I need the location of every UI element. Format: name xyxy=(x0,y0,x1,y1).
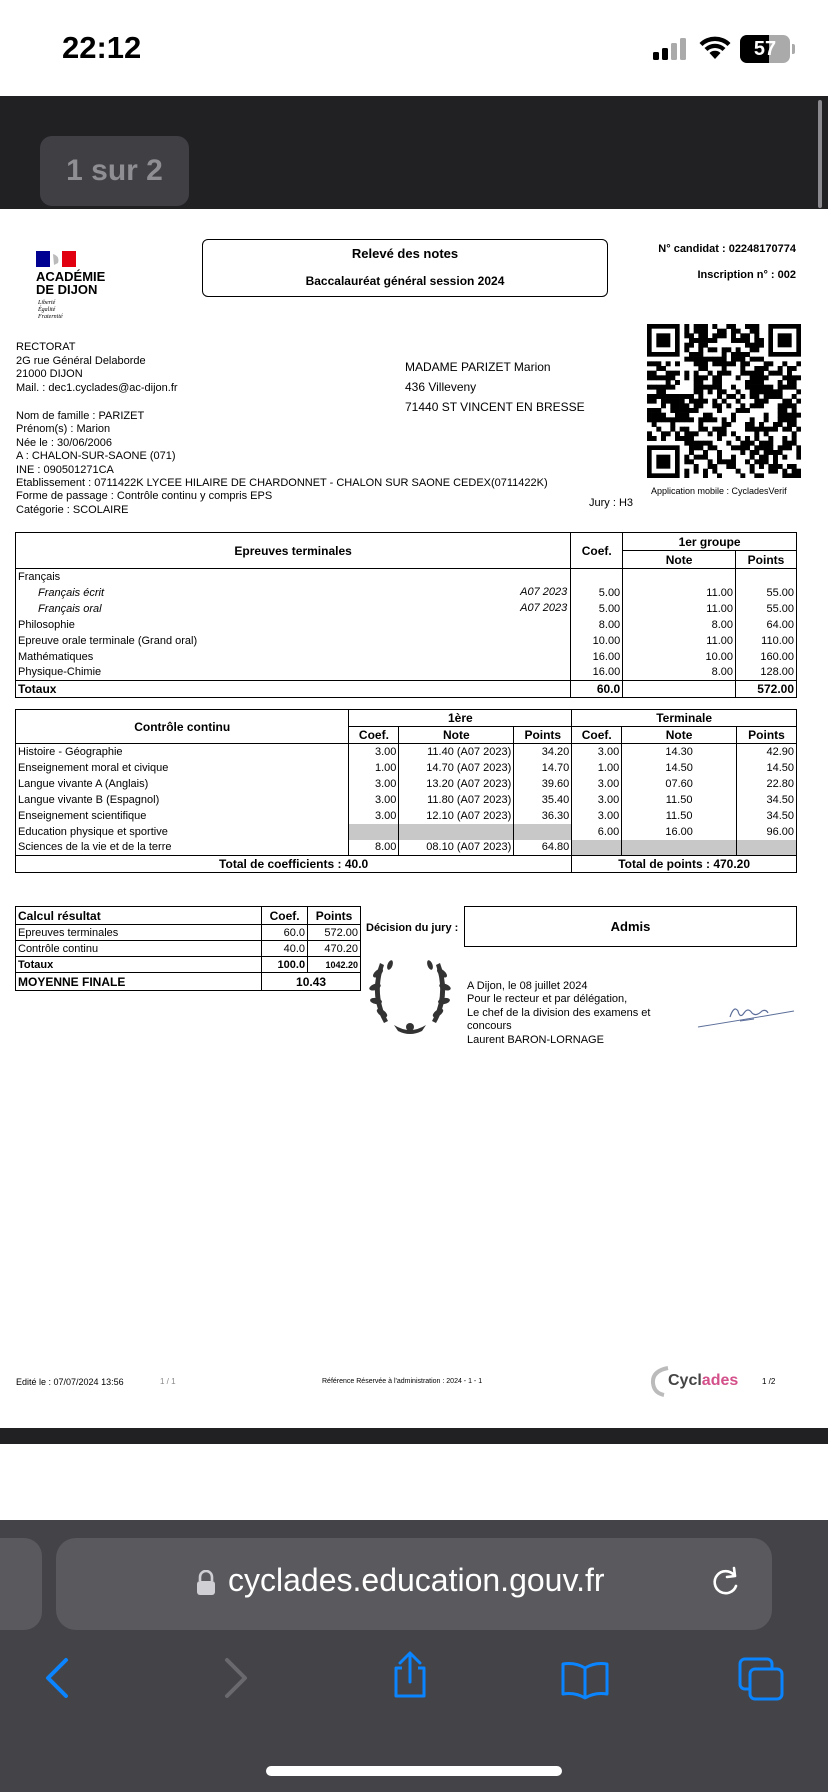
continu-total-points: Total de points : 470.20 xyxy=(572,856,797,873)
continu-note2: 14.30 xyxy=(622,744,737,760)
continu-coef2: 3.00 xyxy=(572,744,622,760)
subject-name xyxy=(16,601,571,617)
subject-points xyxy=(736,569,797,585)
calcul-totals-label: Totaux xyxy=(16,957,262,973)
forward-icon[interactable] xyxy=(221,1656,251,1700)
continu-note1: 08.10 (A07 2023) xyxy=(399,840,514,856)
calcul-row-label: Contrôle continu xyxy=(16,941,262,957)
final-average-value: 10.43 xyxy=(262,973,361,991)
subject-name xyxy=(16,569,571,585)
signature-line: Laurent BARON-LORNAGE xyxy=(467,1033,604,1046)
decision-label: Décision du jury : xyxy=(366,922,459,934)
subject-note: 11.00 xyxy=(623,633,736,649)
status-time: 22:12 xyxy=(62,30,142,65)
rectorat-line: 21000 DIJON xyxy=(16,368,83,380)
signature-line: Pour le recteur et par délégation, xyxy=(467,993,628,1006)
continu-coef2 xyxy=(572,840,622,856)
calcul-totals-coef: 100.0 xyxy=(262,957,308,973)
motto-1: Liberté xyxy=(38,300,56,306)
continu-points2 xyxy=(737,840,797,856)
cyclades-logo-icon xyxy=(650,1365,670,1397)
subject-label: Français oral xyxy=(38,602,102,615)
continu-coef1: 3.00 xyxy=(349,744,399,760)
continu-coef2: 1.00 xyxy=(572,760,622,776)
calcul-row-label: Epreuves terminales xyxy=(16,925,262,941)
continu-row xyxy=(16,808,797,824)
continu-terminale-header: Terminale xyxy=(572,710,797,727)
signature-line: Le chef de la division des examens et xyxy=(467,1006,651,1019)
subject-note: 11.00 xyxy=(623,585,736,601)
continu-subject: Enseignement scientifique xyxy=(16,808,349,824)
continu-points1: 39.60 xyxy=(514,776,572,792)
previous-tab-preview[interactable] xyxy=(0,1538,42,1630)
continu-subject: Sciences de la vie et de la terre xyxy=(16,840,349,856)
qr-code-icon xyxy=(647,324,801,478)
terminales-row xyxy=(16,569,797,585)
identity-line: Prénom(s) : Marion xyxy=(16,423,111,436)
reload-icon[interactable] xyxy=(708,1566,742,1600)
terminales-table xyxy=(15,532,797,698)
continu-note1 xyxy=(399,824,514,840)
continu-row xyxy=(16,840,797,856)
continu-coef1: 3.00 xyxy=(349,776,399,792)
subject-label: Français écrit xyxy=(38,586,105,599)
identity-line: A : CHALON-SUR-SAONE (071) xyxy=(16,450,176,463)
terminales-row xyxy=(16,617,797,633)
continu-points1: 36.30 xyxy=(514,808,572,824)
continu-points1 xyxy=(514,824,572,840)
subject-session: A07 2023 xyxy=(520,585,568,598)
continu-note2: 16.00 xyxy=(622,824,737,840)
identity-line: Nom de famille : PARIZET xyxy=(16,410,145,422)
terminales-row xyxy=(16,665,797,681)
subject-points: 160.00 xyxy=(736,649,797,665)
continu-coef1-header: Coef. xyxy=(349,727,399,744)
footer-edited-date: Edité le : 07/07/2024 13:56 xyxy=(16,1377,124,1387)
terminales-coef-header: Coef. xyxy=(571,533,623,569)
page-indicator: 1 sur 2 xyxy=(40,136,189,206)
recipient-line: 71440 ST VINCENT EN BRESSE xyxy=(405,400,585,414)
continu-row xyxy=(16,776,797,792)
subject-coef: 8.00 xyxy=(571,617,623,633)
continu-points2-header: Points xyxy=(737,727,797,744)
continu-note2: 11.50 xyxy=(622,808,737,824)
continu-note1: 13.20 (A07 2023) xyxy=(399,776,514,792)
continu-row xyxy=(16,824,797,840)
calcul-points-header: Points xyxy=(308,907,361,925)
subject-name xyxy=(16,665,571,681)
continu-first-header: 1ère xyxy=(349,710,572,727)
handwritten-signature-icon xyxy=(694,1001,799,1031)
continu-points2: 14.50 xyxy=(737,760,797,776)
subject-points: 55.00 xyxy=(736,585,797,601)
share-icon[interactable] xyxy=(388,1650,432,1700)
subject-label: Français xyxy=(18,570,61,583)
battery-level: 57 xyxy=(753,38,777,60)
continu-subject: Histoire - Géographie xyxy=(16,744,349,760)
terminales-row xyxy=(16,633,797,649)
subject-coef: 10.00 xyxy=(571,633,623,649)
subject-name xyxy=(16,649,571,665)
scrollbar[interactable] xyxy=(818,100,822,208)
continu-points2: 34.50 xyxy=(737,808,797,824)
motto-2: Égalité xyxy=(38,307,56,313)
continu-coef1: 3.00 xyxy=(349,792,399,808)
document-title-box xyxy=(202,239,608,297)
terminales-title: Epreuves terminales xyxy=(16,533,571,569)
subject-note xyxy=(623,569,736,585)
continu-coef2-header: Coef. xyxy=(572,727,622,744)
candidate-identity xyxy=(16,410,548,517)
subject-points: 55.00 xyxy=(736,601,797,617)
continu-title: Contrôle continu xyxy=(16,710,349,744)
continu-points1: 64.80 xyxy=(514,840,572,856)
subject-points: 64.00 xyxy=(736,617,797,633)
signature-line: concours xyxy=(467,1020,512,1033)
continu-subject: Langue vivante B (Espagnol) xyxy=(16,792,349,808)
continu-subject: Education physique et sportive xyxy=(16,824,349,840)
subject-label: Physique-Chimie xyxy=(18,666,102,679)
subject-session: A07 2023 xyxy=(520,601,568,614)
calcul-row-coef: 40.0 xyxy=(262,941,308,957)
subject-coef xyxy=(571,569,623,585)
calcul-coef-header: Coef. xyxy=(262,907,308,925)
candidate-number: N° candidat : 02248170774 xyxy=(658,243,796,255)
continu-points2: 22.80 xyxy=(737,776,797,792)
wifi-icon xyxy=(698,34,732,60)
continu-points1: 35.40 xyxy=(514,792,572,808)
laurel-seal-icon xyxy=(366,945,454,1037)
rectorat-line: RECTORAT xyxy=(16,341,76,353)
continu-coef2: 6.00 xyxy=(572,824,622,840)
identity-line: Catégorie : SCOLAIRE xyxy=(16,503,129,516)
document-page xyxy=(0,209,828,1428)
continu-points2: 96.00 xyxy=(737,824,797,840)
rectorat-address xyxy=(16,341,178,395)
document-subtitle: Baccalauréat général session 2024 xyxy=(305,274,505,288)
motto-3: Fraternité xyxy=(38,314,63,320)
continu-points1: 34.20 xyxy=(514,744,572,760)
identity-line: Etablissement : 0711422K LYCEE HILAIRE DE CHARDONNET - CHALON SUR SAONE CEDEX(0711422K) xyxy=(16,477,548,490)
calcul-title: Calcul résultat xyxy=(16,907,262,925)
continu-points2: 42.90 xyxy=(737,744,797,760)
subject-label: Mathématiques xyxy=(18,650,94,663)
recipient-address xyxy=(405,357,585,417)
subject-coef: 5.00 xyxy=(571,601,623,617)
continu-note2 xyxy=(622,840,737,856)
continu-coef1: 1.00 xyxy=(349,760,399,776)
jury-code: Jury : H3 xyxy=(589,497,634,509)
continu-note1-header: Note xyxy=(399,727,514,744)
subject-coef: 5.00 xyxy=(571,585,623,601)
qr-caption: Application mobile : CycladesVerif xyxy=(651,486,787,496)
terminales-note-header: Note xyxy=(623,551,736,569)
terminales-group-header: 1er groupe xyxy=(623,533,797,551)
subject-points: 128.00 xyxy=(736,665,797,681)
subject-note: 8.00 xyxy=(623,617,736,633)
terminales-row xyxy=(16,585,797,601)
continu-coef2: 3.00 xyxy=(572,792,622,808)
continu-row xyxy=(16,760,797,776)
calcul-totals-points: 1042.20 xyxy=(308,957,361,973)
cellular-signal-icon xyxy=(653,38,691,60)
subject-note: 11.00 xyxy=(623,601,736,617)
recipient-line: MADAME PARIZET Marion xyxy=(405,360,551,374)
continu-subject: Enseignement moral et civique xyxy=(16,760,349,776)
subject-note: 8.00 xyxy=(623,665,736,681)
continu-points1: 14.70 xyxy=(514,760,572,776)
continu-note2: 07.60 xyxy=(622,776,737,792)
url-text[interactable]: cyclades.education.gouv.fr xyxy=(228,1562,605,1598)
subject-label: Philosophie xyxy=(18,618,75,631)
calcul-row-coef: 60.0 xyxy=(262,925,308,941)
identity-line: Forme de passage : Contrôle continu y compris EPS xyxy=(16,490,273,503)
continu-table xyxy=(15,709,797,873)
final-average-label: MOYENNE FINALE xyxy=(16,973,262,991)
continu-coef1 xyxy=(349,824,399,840)
battery-tip xyxy=(792,44,795,54)
subject-name xyxy=(16,617,571,633)
subject-points: 110.00 xyxy=(736,633,797,649)
continu-coef2: 3.00 xyxy=(572,808,622,824)
subject-name xyxy=(16,633,571,649)
terminales-totals-coef: 60.0 xyxy=(571,681,623,698)
subject-note: 10.00 xyxy=(623,649,736,665)
home-indicator xyxy=(266,1766,562,1776)
footer-page-number: 1 /2 xyxy=(762,1377,776,1386)
continu-total-coef: Total de coefficients : 40.0 xyxy=(16,856,572,873)
academy-name-line1: ACADÉMIE xyxy=(36,269,106,284)
subject-label: Epreuve orale terminale (Grand oral) xyxy=(18,634,198,647)
battery-icon xyxy=(740,35,790,63)
continu-note1: 11.40 (A07 2023) xyxy=(399,744,514,760)
continu-points2: 34.50 xyxy=(737,792,797,808)
calcul-table xyxy=(15,906,361,991)
bookmarks-icon[interactable] xyxy=(560,1660,610,1700)
cyclades-logo-text-b: ades xyxy=(701,1372,739,1389)
continu-note1: 12.10 (A07 2023) xyxy=(399,808,514,824)
back-icon[interactable] xyxy=(42,1656,72,1700)
tabs-icon[interactable] xyxy=(736,1656,786,1702)
document-title: Relevé des notes xyxy=(351,246,459,261)
subject-coef: 16.00 xyxy=(571,649,623,665)
continu-note2: 11.50 xyxy=(622,792,737,808)
continu-note2-header: Note xyxy=(622,727,737,744)
continu-note2: 14.50 xyxy=(622,760,737,776)
subject-name xyxy=(16,585,571,601)
subject-coef: 16.00 xyxy=(571,665,623,681)
signature-line: A Dijon, le 08 juillet 2024 xyxy=(467,980,588,992)
identity-line: INE : 090501271CA xyxy=(16,463,114,476)
continu-row xyxy=(16,744,797,760)
signature-block xyxy=(467,980,650,1047)
cyclades-logo xyxy=(650,1365,750,1397)
calcul-row-points: 470.20 xyxy=(308,941,361,957)
viewer-bottom-area xyxy=(0,1428,828,1444)
calcul-row-points: 572.00 xyxy=(308,925,361,941)
footer-pages: 1 / 1 xyxy=(160,1377,176,1386)
terminales-totals-points: 572.00 xyxy=(736,681,797,698)
footer-reference: Référence Réservée à l'administration : 2024 - 1 - 1 xyxy=(322,1378,483,1385)
continu-note1: 14.70 (A07 2023) xyxy=(399,760,514,776)
continu-coef1: 8.00 xyxy=(349,840,399,856)
terminales-points-header: Points xyxy=(736,551,797,569)
cyclades-logo-text-a: Cycl xyxy=(668,1372,702,1389)
terminales-row xyxy=(16,601,797,617)
inscription-number: Inscription n° : 002 xyxy=(697,269,796,281)
decision-value: Admis xyxy=(464,906,797,947)
continu-coef1: 3.00 xyxy=(349,808,399,824)
academy-name-line2: DE DIJON xyxy=(36,282,98,297)
continu-note1: 11.80 (A07 2023) xyxy=(399,792,514,808)
rectorat-line: 2G rue Général Delaborde xyxy=(16,354,146,367)
continu-coef2: 3.00 xyxy=(572,776,622,792)
rectorat-line: Mail. : dec1.cyclades@ac-dijon.fr xyxy=(16,381,178,394)
continu-subject: Langue vivante A (Anglais) xyxy=(16,776,349,792)
continu-row xyxy=(16,792,797,808)
marianne-flag-icon xyxy=(36,251,76,267)
recipient-line: 436 Villeveny xyxy=(405,380,477,394)
terminales-totals-label: Totaux xyxy=(16,681,571,698)
identity-line: Née le : 30/06/2006 xyxy=(16,436,113,449)
continu-points1-header: Points xyxy=(514,727,572,744)
terminales-row xyxy=(16,649,797,665)
status-bar xyxy=(0,0,828,96)
lock-icon xyxy=(196,1570,216,1596)
